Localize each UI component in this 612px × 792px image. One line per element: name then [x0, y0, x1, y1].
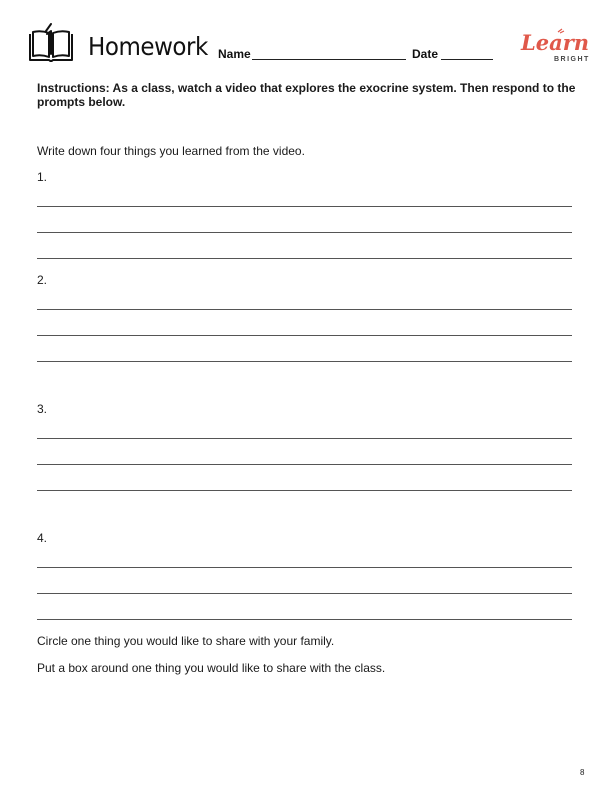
date-label: Date — [412, 47, 439, 61]
answer-line[interactable] — [37, 232, 572, 233]
answer-line[interactable] — [37, 206, 572, 207]
page-number: 8 — [580, 768, 585, 777]
date-field[interactable] — [441, 47, 493, 60]
answer-line[interactable] — [37, 438, 572, 439]
item-number: 3. — [37, 402, 48, 416]
prompt-text: Write down four things you learned from the video. — [37, 144, 305, 158]
answer-line[interactable] — [37, 335, 572, 336]
page-title: Homework — [88, 32, 208, 61]
answer-line[interactable] — [37, 464, 572, 465]
instructions: Instructions: As a class, watch a video that explores the exocrine system. Then respond to the prompts below. — [37, 81, 576, 109]
learn-bright-logo — [518, 28, 590, 64]
closing-instruction-family: Circle one thing you would like to share with your family. — [37, 634, 335, 648]
name-field[interactable] — [252, 47, 406, 60]
logo-tagline-text: BRIGHT — [554, 56, 590, 63]
answer-line[interactable] — [37, 567, 572, 568]
answer-line[interactable] — [37, 490, 572, 491]
answer-line[interactable] — [37, 258, 572, 259]
answer-line[interactable] — [37, 361, 572, 362]
item-number: 4. — [37, 531, 48, 545]
book-icon — [26, 22, 76, 66]
item-number: 2. — [37, 273, 48, 287]
answer-line[interactable] — [37, 593, 572, 594]
name-label: Name — [218, 47, 251, 61]
item-number: 1. — [37, 170, 48, 184]
answer-line[interactable] — [37, 619, 572, 620]
answer-line[interactable] — [37, 309, 572, 310]
closing-instruction-class: Put a box around one thing you would like to share with the class. — [37, 661, 386, 675]
logo-brand-text: Learn — [521, 30, 590, 55]
